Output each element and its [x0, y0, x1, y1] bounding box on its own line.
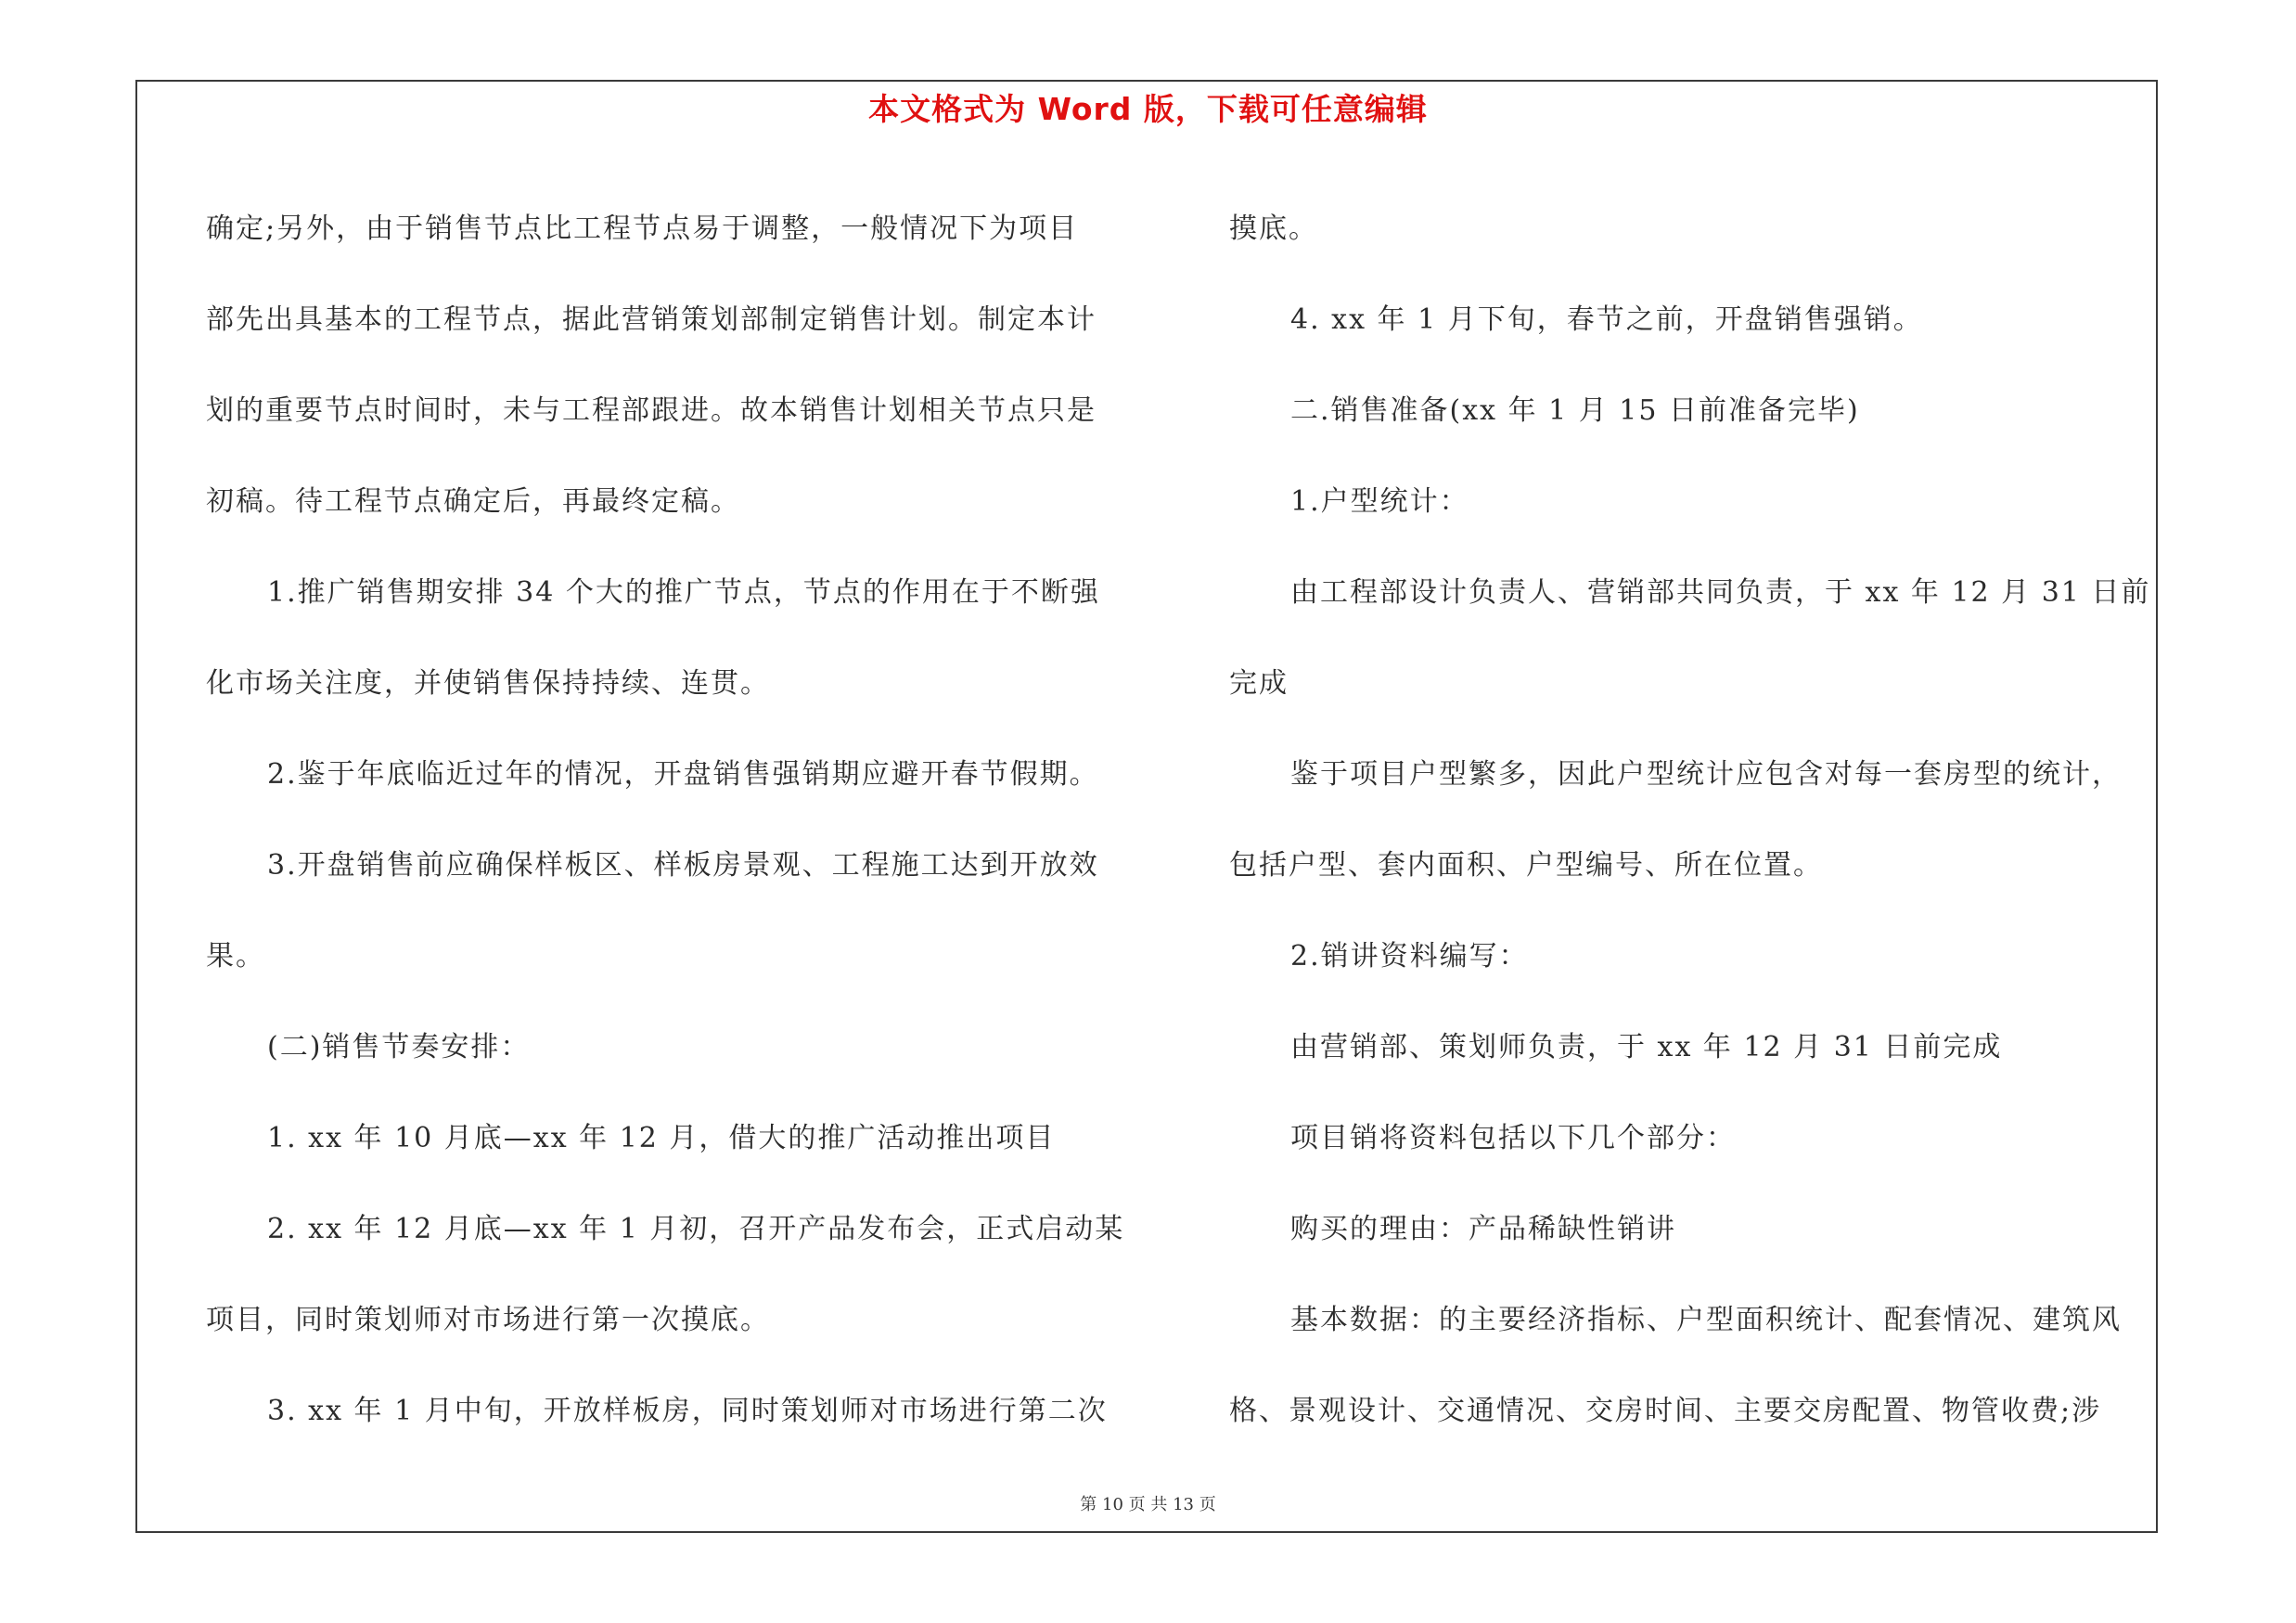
- text-line: 3.开盘销售前应确保样板区、样板房景观、工程施工达到开放效: [267, 849, 1099, 882]
- text-line: 包括户型、套内面积、户型编号、所在位置。: [1229, 849, 1823, 882]
- text-line: 由营销部、策划师负责，于 xx 年 12 月 31 日前完成: [1290, 1031, 2003, 1063]
- text-line: 项目销将资料包括以下几个部分：: [1290, 1122, 1736, 1154]
- text-line: 2. xx 年 12 月底—xx 年 1 月初，召开产品发布会，正式启动某: [267, 1213, 1125, 1245]
- text-line: 项目，同时策划师对市场进行第一次摸底。: [206, 1304, 770, 1336]
- text-line: 化市场关注度，并使销售保持持续、连贯。: [206, 667, 770, 700]
- text-line: 1.户型统计：: [1290, 485, 1469, 518]
- text-line: 鉴于项目户型繁多，因此户型统计应包含对每一套房型的统计，: [1290, 758, 2122, 791]
- text-line: 基本数据：的主要经济指标、户型面积统计、配套情况、建筑风: [1290, 1304, 2122, 1336]
- text-line: 初稿。待工程节点确定后，再最终定稿。: [206, 485, 740, 518]
- text-line: 完成: [1229, 667, 1289, 700]
- text-line: 摸底。: [1229, 213, 1318, 245]
- text-line: (二)销售节奏安排：: [267, 1031, 531, 1063]
- page-number-footer: 第 10 页 共 13 页: [1080, 1495, 1216, 1514]
- text-line: 由工程部设计负责人、营销部共同负责，于 xx 年 12 月 31 日前: [1290, 576, 2151, 609]
- right-text-column: [1229, 184, 2157, 1457]
- text-line: 2.销讲资料编写：: [1290, 940, 1529, 973]
- text-line: 1.推广销售期安排 34 个大的推广节点，节点的作用在于不断强: [267, 576, 1100, 609]
- text-line: 格、景观设计、交通情况、交房时间、主要交房配置、物管收费;涉: [1229, 1395, 2102, 1427]
- text-line: 2.鉴于年底临近过年的情况，开盘销售强销期应避开春节假期。: [267, 758, 1099, 791]
- text-line: 果。: [206, 940, 265, 973]
- text-line: 3. xx 年 1 月中旬，开放样板房，同时策划师对市场进行第二次: [267, 1395, 1108, 1427]
- text-line: 确定;另外，由于销售节点比工程节点易于调整，一般情况下为项目: [206, 213, 1079, 245]
- left-text-column: [206, 184, 1138, 1457]
- text-line: 部先出具基本的工程节点，据此营销策划部制定销售计划。制定本计: [206, 303, 1097, 336]
- text-line: 1. xx 年 10 月底—xx 年 12 月，借大的推广活动推出项目: [267, 1122, 1056, 1154]
- text-line: 4. xx 年 1 月下旬，春节之前，开盘销售强销。: [1290, 303, 1923, 336]
- text-line: 购买的理由：产品稀缺性销讲: [1290, 1213, 1676, 1245]
- text-line: 二.销售准备(xx 年 1 月 15 日前准备完毕): [1290, 394, 1860, 427]
- document-banner: 本文格式为 Word 版，下载可任意编辑: [868, 91, 1428, 127]
- text-line: 划的重要节点时间时，未与工程部跟进。故本销售计划相关节点只是: [206, 394, 1097, 427]
